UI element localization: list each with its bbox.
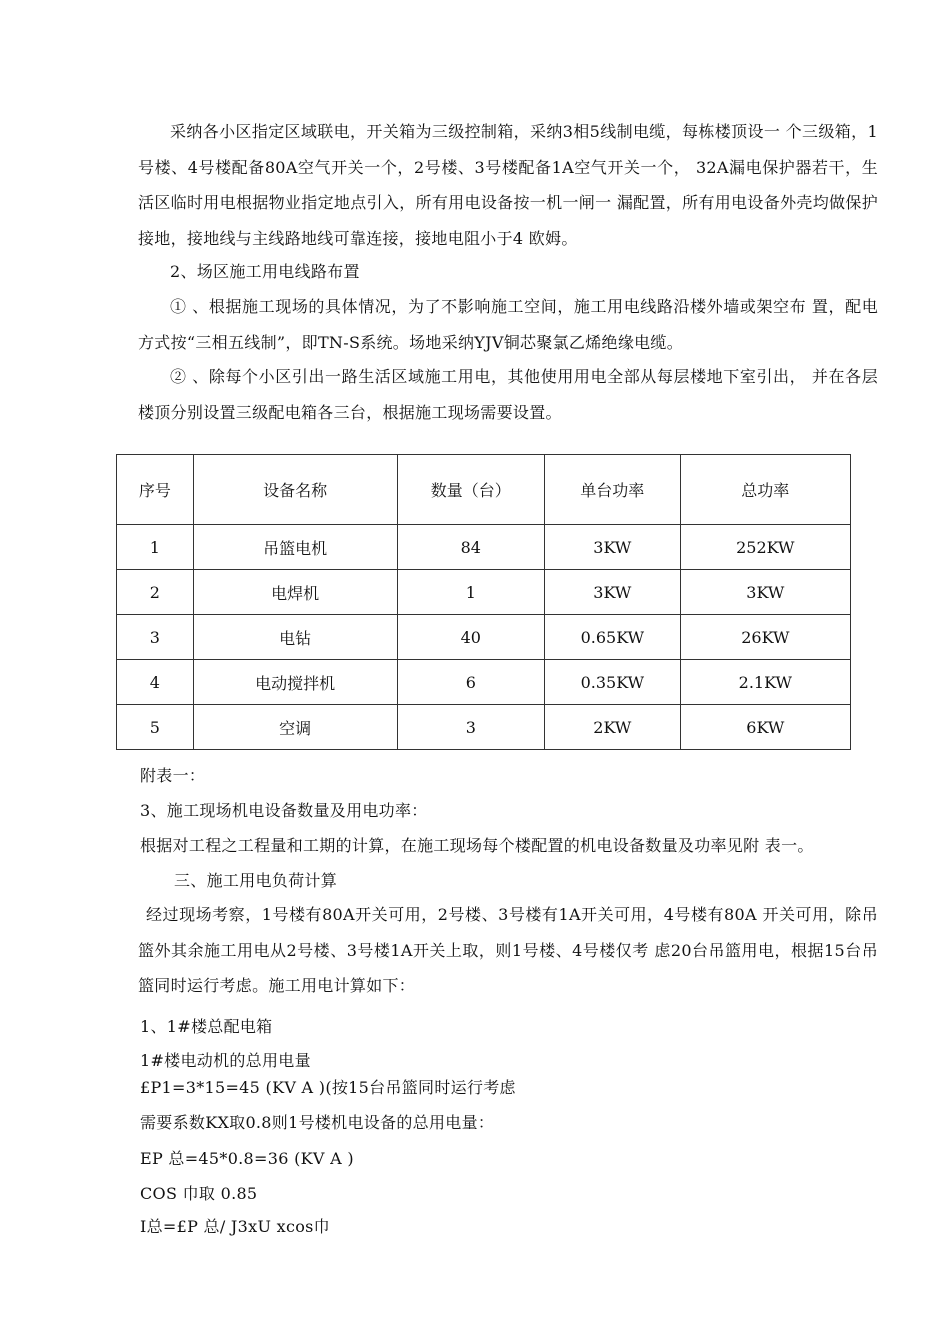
table-cell: 252KW	[680, 525, 850, 570]
table-reference-paragraph: 根据对工程之工程量和工期的计算，在施工现场每个楼配置的机电设备数量及功率见附 表一。	[140, 836, 814, 855]
table-cell: 3	[397, 705, 544, 750]
table-header-cell: 序号	[117, 455, 194, 525]
calc-line-2: £P1=3*15=45 (KV A )(按15台吊篮同时运行考虑	[140, 1078, 516, 1097]
section-heading-2: 2、场区施工用电线路布置	[170, 262, 360, 281]
list-item-1: ① 、根据施工现场的具体情况，为了不影响施工空间，施工用电线路沿楼外墙或架空布 置，配电方式按“三相五线制”，即TN-S系统。场地采纳YJV铜芯聚氯乙烯绝缘电缆。	[138, 297, 878, 352]
table-cell: 1	[117, 525, 194, 570]
table-row	[117, 570, 851, 615]
intro-paragraph: 采纳各小区指定区域联电，开关箱为三级控制箱，采纳3相5线制电缆，每栋楼顶设一 个三级箱，1号楼、4号楼配备80A空气开关一个，2号楼、3号楼配备1A空气开关一个， 32A漏电保护器若干，生活区临时用电根据物业指定地点引入，所有用电设备按一机一闸一 漏配置，所有用电设备外壳均做保护接地，接地线与主线路地线可靠连接，接地电阻小于4 欧姆。	[138, 122, 878, 248]
table-cell: 2KW	[545, 705, 681, 750]
table-cell: 3KW	[680, 570, 850, 615]
section-title-load-calc: 三、施工用电负荷计算	[174, 871, 338, 890]
table-header-cell: 设备名称	[193, 455, 397, 525]
table-cell: 4	[117, 660, 194, 705]
table-cell: 3	[117, 615, 194, 660]
table-cell: 空调	[193, 705, 397, 750]
calc-line-3: 需要系数KX取0.8则1号楼机电设备的总用电量：	[140, 1113, 495, 1132]
calc-line-6: I总=£P 总/ J3xU xcos巾	[140, 1217, 330, 1236]
table-cell: 3KW	[545, 525, 681, 570]
table-cell: 1	[397, 570, 544, 615]
list-item-2: ② 、除每个小区引出一路生活区域施工用电，其他使用用电全部从每层楼地下室引出， 并在各层楼顶分别设置三级配电箱各三台，根据施工现场需要设置。	[138, 367, 878, 422]
subsection-heading-1: 1、1#楼总配电箱	[140, 1017, 273, 1036]
table-cell: 2.1KW	[680, 660, 850, 705]
table-cell: 6	[397, 660, 544, 705]
table-cell: 3KW	[545, 570, 681, 615]
table-row	[117, 705, 851, 750]
table-cell: 电焊机	[193, 570, 397, 615]
table-cell: 2	[117, 570, 194, 615]
table-row	[117, 525, 851, 570]
table-cell: 6KW	[680, 705, 850, 750]
table-cell: 电钻	[193, 615, 397, 660]
site-survey-paragraph: 经过现场考察，1号楼有80A开关可用，2号楼、3号楼有1A开关可用，4号楼有80A 开关可用，除吊篮外其余施工用电从2号楼、3号楼1A开关上取，则1号楼、4号楼仅考 虑20台吊篮用电，根据15台吊篮同时运行考虑。施工用电计算如下：	[138, 905, 878, 995]
table-cell: 84	[397, 525, 544, 570]
equipment-table	[116, 454, 851, 750]
table-cell: 40	[397, 615, 544, 660]
table-header-cell: 总功率	[680, 455, 850, 525]
table-header-cell: 单台功率	[545, 455, 681, 525]
table-cell: 0.35KW	[545, 660, 681, 705]
table-cell: 0.65KW	[545, 615, 681, 660]
table-cell: 吊篮电机	[193, 525, 397, 570]
table-header-row	[117, 455, 851, 525]
section-heading-3: 3、施工现场机电设备数量及用电功率：	[140, 801, 428, 820]
calc-line-4: EP 总=45*0.8=36 (KV A )	[140, 1149, 354, 1168]
table-cell: 电动搅拌机	[193, 660, 397, 705]
table-caption: 附表一：	[140, 766, 206, 785]
table-cell: 5	[117, 705, 194, 750]
table-row	[117, 615, 851, 660]
table-cell: 26KW	[680, 615, 850, 660]
table-row	[117, 660, 851, 705]
calc-line-5: COS 巾取 0.85	[140, 1184, 258, 1203]
calc-line-1: 1#楼电动机的总用电量	[140, 1051, 311, 1070]
table-header-cell: 数量（台）	[397, 455, 544, 525]
